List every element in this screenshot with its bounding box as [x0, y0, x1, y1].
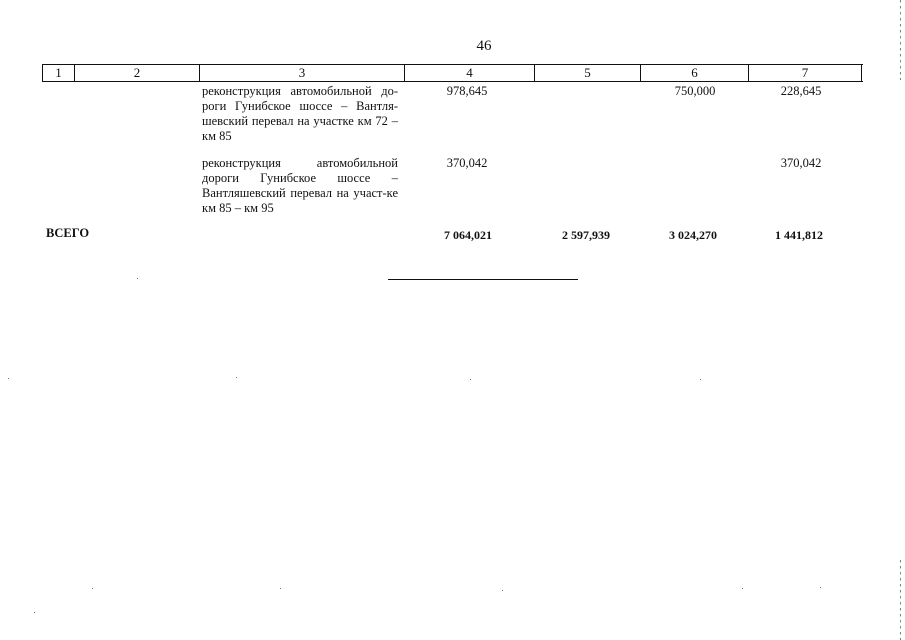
column-header-7: 7: [749, 65, 862, 81]
total-col-5: 2 597,939: [562, 228, 610, 242]
scan-speck: [236, 377, 237, 378]
scan-speck: [470, 379, 471, 380]
column-header-4: 4: [405, 65, 535, 81]
row-2-col-4: 370,042: [446, 156, 488, 170]
total-col-4: 7 064,021: [444, 228, 492, 242]
scan-edge-dots: [900, 560, 901, 640]
column-header-6: 6: [641, 65, 749, 81]
table-header-row: [42, 64, 863, 82]
row-1-col-7: 228,645: [780, 84, 822, 98]
end-separator-line: [388, 279, 578, 280]
row-1-col-6: 750,000: [674, 84, 716, 98]
scan-speck: [8, 378, 9, 379]
scan-speck: [820, 587, 821, 588]
column-header-5: 5: [535, 65, 641, 81]
total-col-6: 3 024,270: [669, 228, 717, 242]
scan-speck: [502, 590, 503, 591]
column-header-2: 2: [75, 65, 200, 81]
scan-speck: [137, 278, 138, 279]
page-number: 46: [476, 38, 492, 54]
row-1-description: реконструкция автомобильной до-роги Гунибское шоссе – Вантля-шевский перевал на участке км 72 – км 85: [202, 84, 398, 143]
row-2-col-7: 370,042: [780, 156, 822, 170]
scan-speck: [92, 588, 93, 589]
column-header-1: 1: [43, 65, 75, 81]
row-2-description: реконструкция автомобильной дороги Гунибское шоссе – Вантляшевский перевал на участ-ке км 85 – км 95: [202, 156, 398, 215]
row-1-col-4: 978,645: [446, 84, 488, 98]
scan-speck: [742, 588, 743, 589]
scan-speck: [280, 588, 281, 589]
total-col-7: 1 441,812: [775, 228, 823, 242]
scan-speck: [700, 379, 701, 380]
column-header-3: 3: [200, 65, 405, 81]
scan-speck: [34, 612, 35, 613]
total-label: ВСЕГО: [46, 226, 90, 240]
scan-edge-dots: [900, 0, 901, 80]
